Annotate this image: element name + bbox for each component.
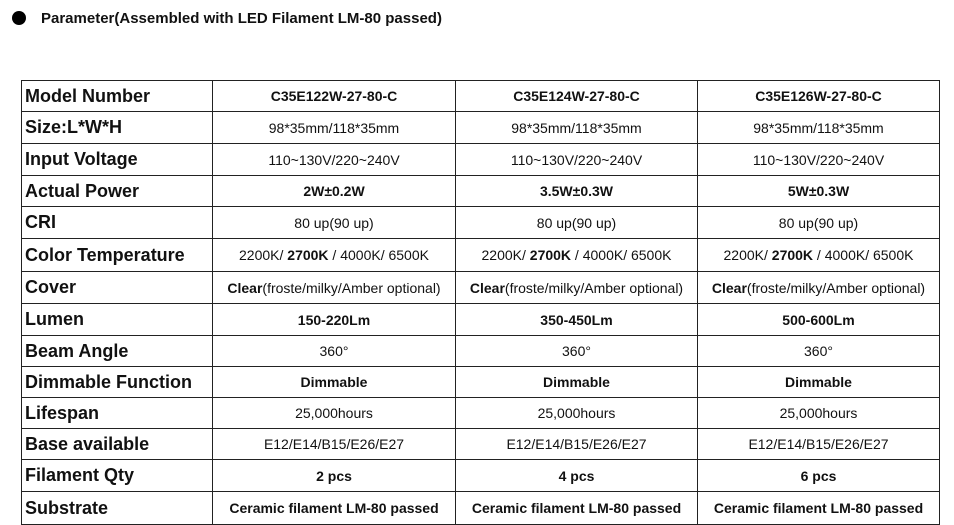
heading-text: Parameter(Assembled with LED Filament LM-80 passed) [41, 9, 442, 27]
emphasis-text: Clear [469, 279, 505, 296]
cell-value: 2200K/ 2700K / 4000K/ 6500K [213, 239, 456, 272]
row-label: Size:L*W*H [22, 112, 213, 144]
row-label: Beam Angle [22, 336, 213, 367]
cell-value: Clear(froste/milky/Amber optional) [213, 272, 456, 304]
cell-value: Dimmable [698, 367, 940, 398]
cell-value: Ceramic filament LM-80 passed [698, 492, 940, 525]
parameter-table [21, 80, 940, 525]
emphasis-text: Clear [711, 279, 747, 296]
cell-value: 2 pcs [213, 460, 456, 492]
row-label: Actual Power [22, 176, 213, 207]
table-row [22, 272, 940, 304]
emphasis-text: 2700K [287, 247, 329, 263]
row-label: Color Temperature [22, 239, 213, 272]
row-label: Filament Qty [22, 460, 213, 492]
cell-value: 98*35mm/118*35mm [213, 112, 456, 144]
table-row [22, 336, 940, 367]
table-row [22, 81, 940, 112]
row-label: Dimmable Function [22, 367, 213, 398]
cell-value: 2200K/ 2700K / 4000K/ 6500K [456, 239, 698, 272]
cell-value: 2W±0.2W [213, 176, 456, 207]
cell-value: E12/E14/B15/E26/E27 [213, 429, 456, 460]
cell-value: 150-220Lm [213, 304, 456, 336]
emphasis-text: Clear [227, 279, 263, 296]
section-heading [12, 7, 442, 29]
table-row [22, 112, 940, 144]
row-label: CRI [22, 207, 213, 239]
cell-value: 3.5W±0.3W [456, 176, 698, 207]
cell-value: Ceramic filament LM-80 passed [213, 492, 456, 525]
row-label: Cover [22, 272, 213, 304]
table-row [22, 239, 940, 272]
table-row [22, 144, 940, 176]
cell-value: Dimmable [213, 367, 456, 398]
cell-value: 110~130V/220~240V [213, 144, 456, 176]
cell-value: C35E126W-27-80-C [698, 81, 940, 112]
cell-value: 360° [456, 336, 698, 367]
cell-value: 80 up(90 up) [698, 207, 940, 239]
cell-value: 80 up(90 up) [456, 207, 698, 239]
cell-value: 80 up(90 up) [213, 207, 456, 239]
cell-value: 360° [698, 336, 940, 367]
cell-value: Ceramic filament LM-80 passed [456, 492, 698, 525]
emphasis-text: 2700K [771, 247, 814, 263]
cell-value: Dimmable [456, 367, 698, 398]
cell-value: C35E124W-27-80-C [456, 81, 698, 112]
cell-value: 98*35mm/118*35mm [456, 112, 698, 144]
cell-value: 2200K/ 2700K / 4000K/ 6500K [698, 239, 940, 272]
cell-value: 25,000hours [213, 398, 456, 429]
cell-value: 4 pcs [456, 460, 698, 492]
table-row [22, 398, 940, 429]
cell-value: E12/E14/B15/E26/E27 [456, 429, 698, 460]
row-label: Model Number [22, 81, 213, 112]
table-row [22, 492, 940, 525]
table-row [22, 460, 940, 492]
table-row [22, 304, 940, 336]
row-label: Substrate [22, 492, 213, 525]
row-label: Lumen [22, 304, 213, 336]
cell-value: C35E122W-27-80-C [213, 81, 456, 112]
cell-value: E12/E14/B15/E26/E27 [698, 429, 940, 460]
row-label: Lifespan [22, 398, 213, 429]
cell-value: 5W±0.3W [698, 176, 940, 207]
cell-value: 110~130V/220~240V [456, 144, 698, 176]
cell-value: 25,000hours [698, 398, 940, 429]
parameter-table-body [22, 81, 940, 525]
cell-value: 350-450Lm [456, 304, 698, 336]
table-row [22, 367, 940, 398]
cell-value: 98*35mm/118*35mm [698, 112, 940, 144]
table-row [22, 176, 940, 207]
cell-value: 6 pcs [698, 460, 940, 492]
cell-value: 110~130V/220~240V [698, 144, 940, 176]
row-label: Base available [22, 429, 213, 460]
cell-value: 360° [213, 336, 456, 367]
cell-value: 25,000hours [456, 398, 698, 429]
table-row [22, 429, 940, 460]
bullet-icon [12, 11, 26, 25]
cell-value: Clear(froste/milky/Amber optional) [698, 272, 940, 304]
row-label: Input Voltage [22, 144, 213, 176]
cell-value: Clear(froste/milky/Amber optional) [456, 272, 698, 304]
cell-value: 500-600Lm [698, 304, 940, 336]
emphasis-text: 2700K [529, 247, 572, 263]
table-row [22, 207, 940, 239]
